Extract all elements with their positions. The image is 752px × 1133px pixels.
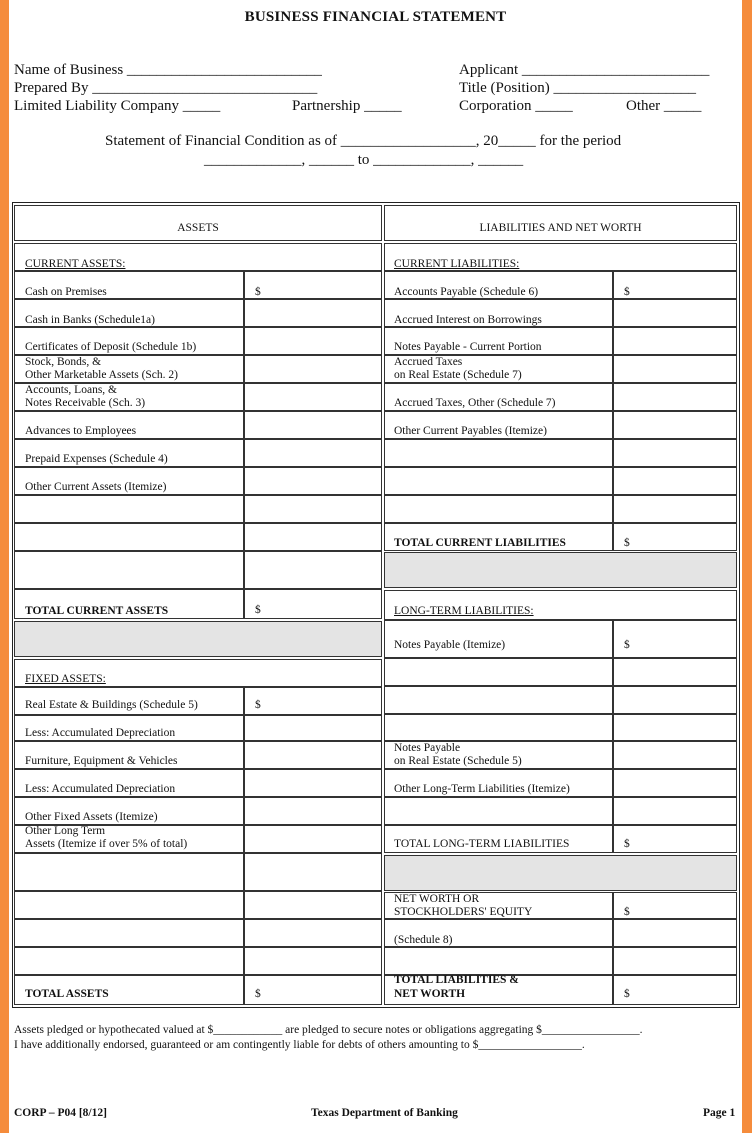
blank-liability-input[interactable] xyxy=(613,658,737,686)
other-current-payables-label: Other Current Payables (Itemize) xyxy=(394,425,547,437)
accrued-interest-label: Accrued Interest on Borrowings xyxy=(394,314,542,326)
liabilities-heading: LIABILITIES AND NET WORTH xyxy=(479,222,642,234)
dollar-sign: $ xyxy=(624,838,630,850)
net-worth-label-1: NET WORTH OR xyxy=(394,893,480,905)
stock-bonds-label-2: Other Marketable Assets (Sch. 2) xyxy=(25,369,178,381)
notes-real-estate-input[interactable] xyxy=(613,741,737,769)
dollar-sign: $ xyxy=(255,699,261,711)
blank-liability-input[interactable] xyxy=(613,495,737,523)
pledged-assets-line[interactable]: Assets pledged or hypothecated valued at $____________ are pledged to secure notes or obligations aggregating $_________________. xyxy=(14,1024,643,1036)
notes-real-estate-label-1: Notes Payable xyxy=(394,742,461,754)
fixed-assets-heading: FIXED ASSETS: xyxy=(25,673,106,685)
stock-bonds-label-1: Stock, Bonds, & xyxy=(25,356,102,368)
prepared-by-field[interactable]: Prepared By ______________________________ xyxy=(14,80,318,96)
blank-asset-row[interactable] xyxy=(14,853,244,891)
other-longterm-assets-label-2: Assets (Itemize if over 5% of total) xyxy=(25,838,188,850)
networth-separator-shaded xyxy=(384,855,737,891)
blank-asset-input[interactable] xyxy=(244,551,382,589)
accrued-taxes-re-input[interactable] xyxy=(613,355,737,383)
form-title: BUSINESS FINANCIAL STATEMENT xyxy=(244,9,507,25)
prepaid-label: Prepaid Expenses (Schedule 4) xyxy=(25,453,168,465)
assets-heading: ASSETS xyxy=(177,222,219,234)
less-depreciation-label: Less: Accumulated Depreciation xyxy=(25,727,176,739)
agency-name: Texas Department of Banking xyxy=(311,1107,458,1119)
page-number: Page 1 xyxy=(703,1107,736,1119)
real-estate-label: Real Estate & Buildings (Schedule 5) xyxy=(25,699,198,711)
blank-asset-row[interactable] xyxy=(14,551,244,589)
blank-asset-row[interactable] xyxy=(14,947,244,975)
notes-current-input[interactable] xyxy=(613,327,737,355)
accounts-loans-input[interactable] xyxy=(244,383,382,411)
cash-premises-input[interactable] xyxy=(244,271,382,299)
dollar-sign: $ xyxy=(255,988,261,1000)
other-current-payables-input[interactable] xyxy=(613,411,737,439)
form-id: CORP – P04 [8/12] xyxy=(14,1107,107,1119)
dollar-sign: $ xyxy=(624,988,630,1000)
other-longterm-liabilities-input[interactable] xyxy=(613,769,737,797)
accrued-taxes-re-label-2: on Real Estate (Schedule 7) xyxy=(394,369,522,381)
dollar-sign: $ xyxy=(624,286,630,298)
blank-liability-row[interactable] xyxy=(384,714,613,741)
less-depreciation-label: Less: Accumulated Depreciation xyxy=(25,783,176,795)
dollar-sign: $ xyxy=(624,537,630,549)
accrued-taxes-other-input[interactable] xyxy=(613,383,737,411)
total-longterm-liabilities-label: TOTAL LONG-TERM LIABILITIES xyxy=(394,838,570,850)
dollar-sign: $ xyxy=(255,604,261,616)
notes-current-label: Notes Payable - Current Portion xyxy=(394,341,542,353)
form-page xyxy=(9,0,742,1133)
less-depreciation-input[interactable] xyxy=(244,769,382,797)
blank-liability-row[interactable] xyxy=(384,495,613,523)
other-fixed-label: Other Fixed Assets (Itemize) xyxy=(25,811,158,823)
blank-liability-input[interactable] xyxy=(613,439,737,467)
notes-real-estate-label-2: on Real Estate (Schedule 5) xyxy=(394,755,522,767)
stock-bonds-input[interactable] xyxy=(244,355,382,383)
certificates-label: Certificates of Deposit (Schedule 1b) xyxy=(25,341,197,353)
blank-asset-input[interactable] xyxy=(244,947,382,975)
assets-separator-shaded xyxy=(14,621,382,657)
prepaid-input[interactable] xyxy=(244,439,382,467)
blank-liability-row[interactable] xyxy=(384,797,613,825)
total-current-liabilities-input[interactable] xyxy=(613,523,737,551)
blank-asset-row[interactable] xyxy=(14,919,244,947)
title-position-field[interactable]: Title (Position) ___________________ xyxy=(459,80,696,96)
liabilities-separator-shaded xyxy=(384,552,737,588)
other-longterm-assets-input[interactable] xyxy=(244,825,382,853)
cash-banks-label: Cash in Banks (Schedule1a) xyxy=(25,314,155,326)
dollar-sign: $ xyxy=(624,639,630,651)
cash-premises-label: Cash on Premises xyxy=(25,286,107,298)
blank-liability-input[interactable] xyxy=(613,947,737,975)
certificates-input[interactable] xyxy=(244,327,382,355)
other-longterm-assets-label-1: Other Long Term xyxy=(25,825,106,837)
blank-liability-input[interactable] xyxy=(613,714,737,741)
accrued-taxes-other-label: Accrued Taxes, Other (Schedule 7) xyxy=(394,397,556,409)
dollar-sign: $ xyxy=(624,906,630,918)
cash-banks-input[interactable] xyxy=(244,299,382,327)
partnership-checkbox[interactable]: Partnership _____ xyxy=(292,98,402,114)
total-liabilities-label-2: NET WORTH xyxy=(394,988,466,1000)
blank-asset-input[interactable] xyxy=(244,523,382,551)
accrued-taxes-re-label-1: Accrued Taxes xyxy=(394,356,463,368)
longterm-liabilities-heading: LONG-TERM LIABILITIES: xyxy=(394,605,534,617)
schedule8-input[interactable] xyxy=(613,919,737,947)
blank-liability-input[interactable] xyxy=(613,467,737,495)
blank-asset-input[interactable] xyxy=(244,891,382,919)
applicant-field[interactable]: Applicant _________________________ xyxy=(459,62,710,78)
corporation-checkbox[interactable]: Corporation _____ xyxy=(459,98,573,114)
net-worth-input[interactable] xyxy=(613,892,737,919)
total-liabilities-label-1: TOTAL LIABILITIES & xyxy=(394,974,519,986)
net-worth-label-2: STOCKHOLDERS' EQUITY xyxy=(394,906,533,918)
other-current-assets-input[interactable] xyxy=(244,467,382,495)
accrued-interest-input[interactable] xyxy=(613,299,737,327)
blank-asset-row[interactable] xyxy=(14,891,244,919)
blank-liability-row[interactable] xyxy=(384,947,613,975)
total-assets-label: TOTAL ASSETS xyxy=(25,988,109,1000)
blank-asset-input[interactable] xyxy=(244,853,382,891)
blank-liability-input[interactable] xyxy=(613,797,737,825)
current-assets-heading: CURRENT ASSETS: xyxy=(25,258,126,270)
other-current-assets-label: Other Current Assets (Itemize) xyxy=(25,481,167,493)
advances-label: Advances to Employees xyxy=(25,425,137,437)
total-current-assets-input[interactable] xyxy=(244,589,382,619)
llc-checkbox[interactable]: Limited Liability Company _____ xyxy=(14,98,221,114)
statement-period-line[interactable]: _____________, ______ to _____________, ______ xyxy=(204,152,524,168)
blank-liability-row[interactable] xyxy=(384,467,613,495)
total-liabilities-networth-input[interactable] xyxy=(613,975,737,1005)
total-current-assets-label: TOTAL CURRENT ASSETS xyxy=(25,605,169,617)
less-depreciation-input[interactable] xyxy=(244,715,382,741)
total-assets-input[interactable] xyxy=(244,975,382,1005)
furniture-label: Furniture, Equipment & Vehicles xyxy=(25,755,178,767)
dollar-sign: $ xyxy=(255,286,261,298)
other-fixed-input[interactable] xyxy=(244,797,382,825)
accounts-loans-label-2: Notes Receivable (Sch. 3) xyxy=(25,397,146,409)
total-longterm-liabilities-input[interactable] xyxy=(613,825,737,853)
other-checkbox[interactable]: Other _____ xyxy=(626,98,702,114)
statement-date-line[interactable]: Statement of Financial Condition as of __________________, 20_____ for the period xyxy=(105,133,622,149)
blank-liability-row[interactable] xyxy=(384,658,613,686)
blank-liability-input[interactable] xyxy=(613,686,737,714)
blank-asset-row[interactable] xyxy=(14,523,244,551)
advances-input[interactable] xyxy=(244,411,382,439)
blank-liability-row[interactable] xyxy=(384,439,613,467)
blank-liability-row[interactable] xyxy=(384,686,613,714)
real-estate-input[interactable] xyxy=(244,687,382,715)
current-liabilities-heading: CURRENT LIABILITIES: xyxy=(394,258,520,270)
blank-asset-row[interactable] xyxy=(14,495,244,523)
furniture-input[interactable] xyxy=(244,741,382,769)
schedule8-label: (Schedule 8) xyxy=(394,934,453,946)
blank-asset-input[interactable] xyxy=(244,495,382,523)
accounts-loans-label-1: Accounts, Loans, & xyxy=(25,384,117,396)
blank-asset-input[interactable] xyxy=(244,919,382,947)
contingent-liability-line[interactable]: I have additionally endorsed, guaranteed or am contingently liable for debts of others amounting to $__________________. xyxy=(14,1039,585,1051)
accounts-payable-input[interactable] xyxy=(613,271,737,299)
total-current-liabilities-label: TOTAL CURRENT LIABILITIES xyxy=(394,537,566,549)
notes-itemize-label: Notes Payable (Itemize) xyxy=(394,639,506,651)
other-longterm-liabilities-label: Other Long-Term Liabilities (Itemize) xyxy=(394,783,570,795)
name-of-business-field[interactable]: Name of Business __________________________ xyxy=(14,62,322,78)
accounts-payable-label: Accounts Payable (Schedule 6) xyxy=(394,286,539,298)
notes-itemize-input[interactable] xyxy=(613,620,737,658)
